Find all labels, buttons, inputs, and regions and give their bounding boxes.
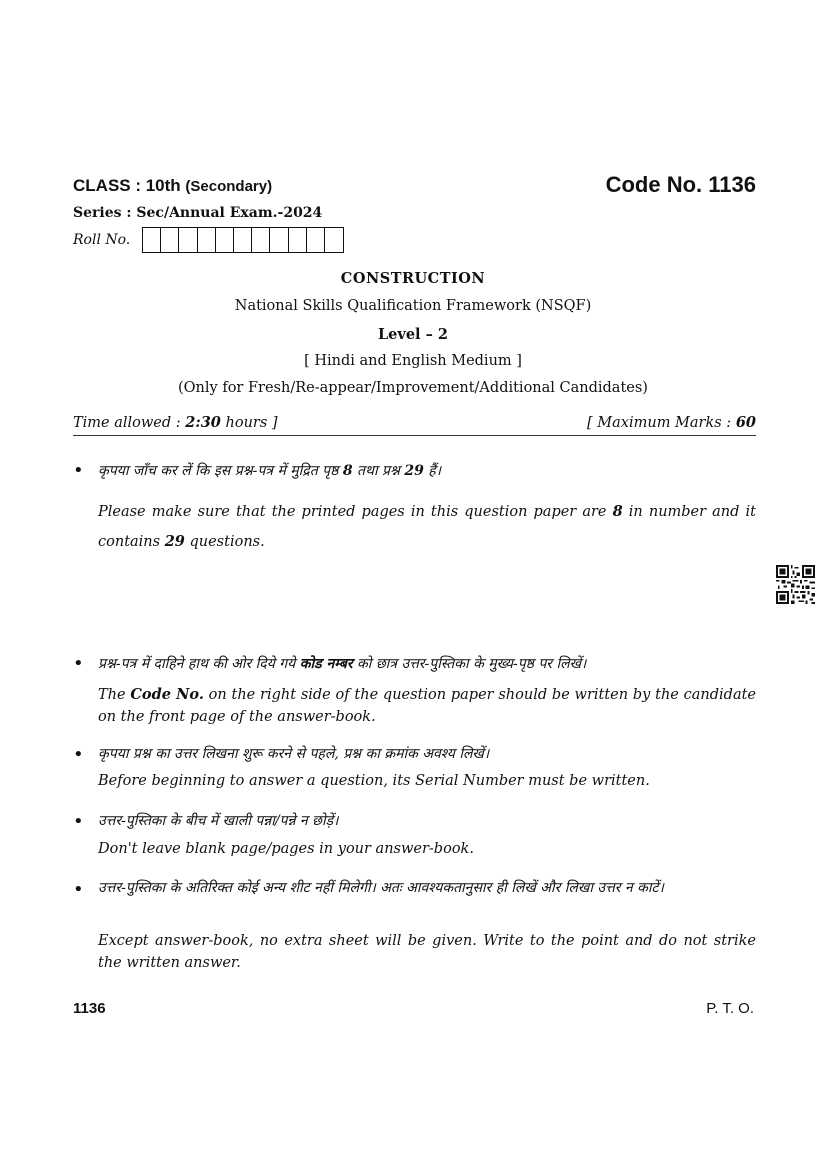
instruction-hindi: कृपया प्रश्न का उत्तर लिखना शुरू करने से पहले, प्रश्न का क्रमांक अवश्य लिखें।: [98, 746, 490, 762]
footer-code: 1136: [73, 1000, 106, 1017]
roll-digit-box[interactable]: [270, 228, 288, 252]
instruction-hindi: उत्तर-पुस्तिका के अतिरिक्त कोई अन्य शीट नहीं मिलेगी। अतः आवश्यकतानुसार ही लिखें और लिखा उत्तर न काटें।: [98, 880, 664, 896]
bullet-icon: •: [73, 811, 84, 832]
roll-digit-box[interactable]: [234, 228, 252, 252]
bullet-icon: •: [73, 460, 84, 481]
header-divider: [73, 435, 756, 436]
roll-digit-box[interactable]: [198, 228, 216, 252]
class-qualifier: (Secondary): [185, 178, 273, 195]
class-label: [73, 176, 272, 196]
instruction-hindi: [98, 461, 756, 480]
roll-digit-box[interactable]: [325, 228, 343, 252]
code-number: Code No. 1136: [605, 172, 756, 197]
bullet-icon: •: [73, 653, 84, 674]
qr-code-icon: [776, 565, 815, 604]
framework-line: National Skills Qualification Framework (NSQF): [234, 298, 592, 314]
text-span: Please make sure that the printed pages in this question paper are: [98, 504, 613, 520]
level-line: Level – 2: [377, 326, 448, 343]
text-span: The: [98, 687, 131, 703]
time-allowed: [73, 414, 278, 431]
text-span: 8: [342, 463, 353, 479]
page-turn-over: P. T. O.: [706, 1000, 754, 1017]
text-span: हैं।: [423, 463, 442, 479]
candidates-line: (Only for Fresh/Re-appear/Improvement/Additional Candidates): [178, 380, 648, 396]
text-span: Code No.: [130, 686, 204, 703]
roll-digit-box[interactable]: [307, 228, 325, 252]
instruction-english: Don't leave blank page/pages in your answer-book.: [98, 841, 474, 857]
text-span: on the right side of the question paper should be written by the candidate on the front page of the answer-book.: [98, 687, 757, 725]
subject-title: CONSTRUCTION: [340, 270, 486, 287]
text-span: कोड नम्बर: [299, 656, 353, 672]
time-prefix: Time allowed :: [73, 415, 186, 431]
text-span: प्रश्न-पत्र में दाहिने हाथ की ओर दिये गये: [98, 656, 300, 672]
roll-digit-box[interactable]: [143, 228, 161, 252]
time-value: 2:30: [185, 414, 221, 431]
roll-number-label: Roll No.: [73, 232, 131, 248]
instruction-hindi: [98, 654, 756, 673]
roll-digit-box[interactable]: [161, 228, 179, 252]
roll-digit-box[interactable]: [289, 228, 307, 252]
text-span: कृपया जाँच कर लें कि इस प्रश्न-पत्र में मुद्रित पृष्ठ: [98, 463, 343, 479]
time-suffix: hours ]: [220, 415, 278, 431]
instruction-english: [98, 497, 756, 557]
roll-digit-box[interactable]: [179, 228, 197, 252]
roll-digit-box[interactable]: [252, 228, 270, 252]
instruction-english: Except answer-book, no extra sheet will be given. Write to the point and do not strike the written answer.: [98, 933, 756, 971]
medium-line: [ Hindi and English Medium ]: [304, 353, 522, 369]
text-span: in number and it contains: [98, 504, 756, 550]
instruction-english: Before beginning to answer a question, its Serial Number must be written.: [98, 773, 650, 789]
text-span: 29: [404, 463, 424, 479]
roll-number-boxes[interactable]: [142, 227, 344, 253]
text-span: questions.: [184, 534, 265, 550]
class-text: CLASS : 10th: [73, 176, 181, 195]
marks-prefix: [ Maximum Marks :: [587, 415, 736, 431]
maximum-marks: [587, 414, 756, 431]
instruction-hindi: उत्तर-पुस्तिका के बीच में खाली पन्ना/पन्ने न छोड़ें।: [98, 813, 339, 829]
text-span: 8: [612, 503, 623, 520]
instruction-english: [98, 684, 756, 728]
text-span: को छात्र उत्तर-पुस्तिका के मुख्य-पृष्ठ पर लिखें।: [352, 656, 587, 672]
marks-value: 60: [735, 414, 756, 431]
text-span: तथा प्रश्न: [352, 463, 405, 479]
text-span: 29: [164, 533, 185, 550]
bullet-icon: •: [73, 744, 84, 765]
series-label: Series : Sec/Annual Exam.-2024: [73, 205, 323, 221]
roll-digit-box[interactable]: [216, 228, 234, 252]
bullet-icon: •: [73, 879, 84, 900]
